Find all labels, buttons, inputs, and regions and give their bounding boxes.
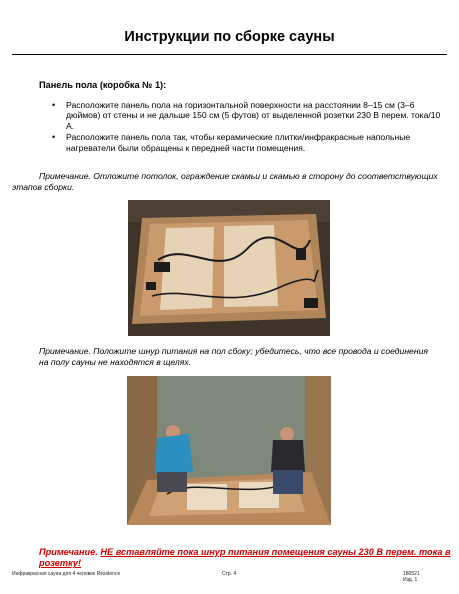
note-power-cord: Примечание. Положите шнур питания на пол сбоку; убедитесь, что все провода и соединения на полу сауны не находятся в щелях. bbox=[39, 346, 428, 367]
footer-edition: Изд. 1 bbox=[403, 577, 418, 583]
footer-revision bbox=[403, 571, 420, 583]
instruction-list bbox=[52, 100, 442, 153]
section-heading: Панель пола (коробка № 1): bbox=[39, 80, 167, 90]
warning-notice bbox=[39, 547, 451, 569]
assembly-illustration bbox=[127, 376, 331, 525]
instruction-item: • Расположите панель пола так, чтобы керамические плитки/инфракрасные напольные нагреватели были обращены к передней части помещения. bbox=[52, 132, 442, 153]
footer-doc-code: 180521 bbox=[403, 571, 420, 577]
assembly-photo bbox=[127, 376, 331, 525]
title-divider bbox=[12, 54, 447, 55]
instruction-item: • Расположите панель пола на горизонтальной поверхности на расстоянии 8–15 см (3–6 дюймов) от стены и не дальше 150 см (5 футов) от выделенной розетки 230 В перем. тока/10 А. bbox=[52, 100, 442, 131]
footer-product: Инфракрасная сауна для 4 человек Residence bbox=[12, 571, 121, 577]
warning-body: НЕ вставляйте пока шнур питания помещения сауны 230 В перем. тока в розетку! bbox=[39, 547, 451, 569]
page-title: Инструкции по сборке сауны bbox=[124, 29, 335, 45]
floor-panel-photo bbox=[128, 200, 330, 336]
warning-prefix: Примечание. bbox=[39, 547, 98, 557]
footer-page-number: Стр. 4 bbox=[222, 571, 237, 577]
note-set-aside: Примечание. Отложите потолок, ограждение скамьи и скамью в сторону до соответствующих этапов сборки. bbox=[12, 171, 438, 192]
floor-panel-illustration bbox=[128, 200, 330, 336]
